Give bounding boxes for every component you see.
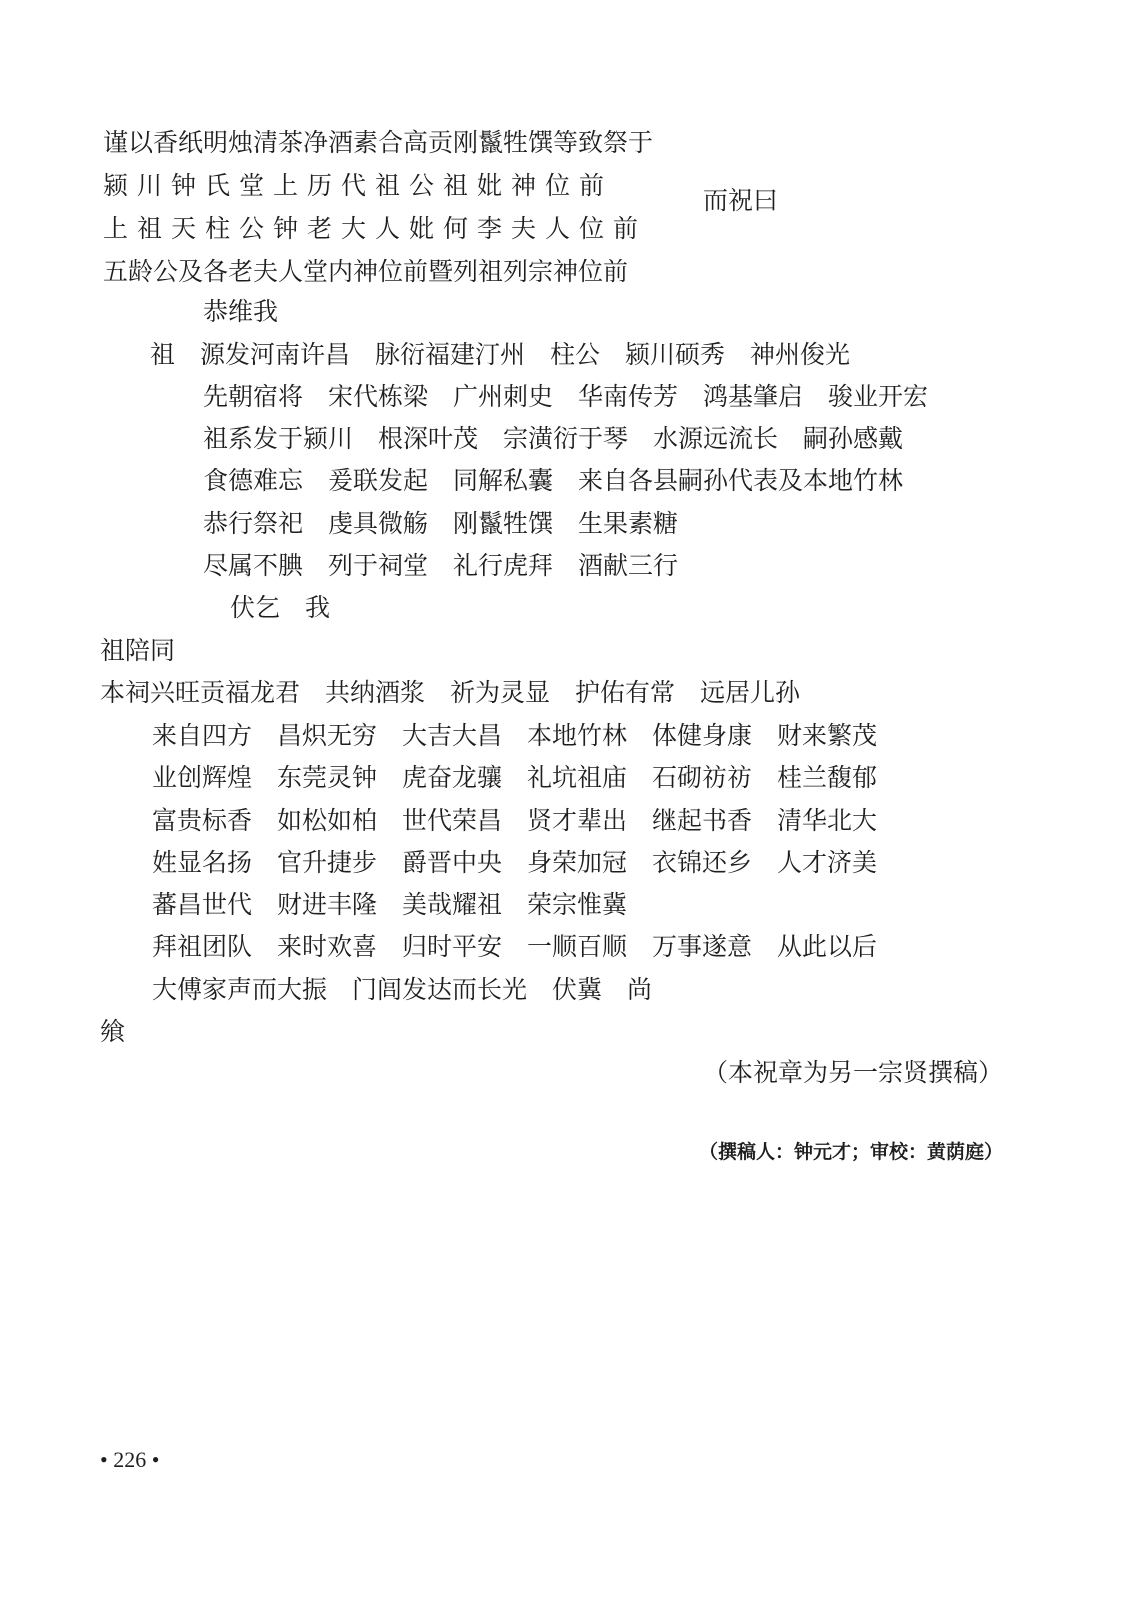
bless-line-7: 拜祖团队 来时欢喜 归时平安 一顺百顺 万事遂意 从此以后 <box>152 932 878 961</box>
zupei-line: 祖陪同 <box>100 636 176 665</box>
bless-line-4: 富贵标香 如松如柏 世代荣昌 贤才辈出 继起书香 清华北大 <box>152 806 878 835</box>
gongwei-line: 恭维我 <box>203 297 279 326</box>
opening-line-1: 谨以香纸明烛清茶净酒素合高贡刚鬣牲馔等致祭于 <box>103 128 654 157</box>
credit-line: （撰稿人：钟元才；审校：黄荫庭） <box>698 1141 1003 1163</box>
bless-line-2: 来自四方 昌炽无穷 大吉大昌 本地竹林 体健身康 财来繁茂 <box>152 721 878 750</box>
zu-line-2: 先朝宿将 宋代栋梁 广州刺史 华南传芳 鸿基肇启 骏业开宏 <box>203 382 929 411</box>
opening-line-3: 上祖天柱公钟老大人妣何李夫人位前 <box>103 214 648 243</box>
zu-line-1: 祖 源发河南许昌 脉衍福建汀州 柱公 颍川硕秀 神州俊光 <box>150 340 851 369</box>
opening-line-4: 五龄公及各老夫人堂内神位前暨列祖列宗神位前 <box>103 257 629 286</box>
zu-line-4: 食德难忘 爰联发起 同解私囊 来自各县嗣孙代表及本地竹林 <box>203 466 904 495</box>
bless-line-9: 飨 <box>100 1017 126 1046</box>
page-number: • 226 • <box>100 1447 160 1472</box>
bless-line-5: 姓显名扬 官升捷步 爵晋中央 身荣加冠 衣锦还乡 人才济美 <box>152 848 878 877</box>
zu-line-5: 恭行祭祀 虔具微觞 刚鬣牲馔 生果素糖 <box>203 509 679 538</box>
bless-line-6: 蕃昌世代 财进丰隆 美哉耀祖 荣宗惟冀 <box>152 890 628 919</box>
opening-line-2: 颍川钟氏堂上历代祖公祖妣神位前 <box>103 171 614 200</box>
bless-line-1: 本祠兴旺贡福龙君 共纳酒浆 祈为灵显 护佑有常 远居儿孙 <box>100 678 801 707</box>
side-text: 而祝曰 <box>703 186 779 215</box>
bless-line-3: 业创辉煌 东莞灵钟 虎奋龙骧 礼坑祖庙 石砌祊祊 桂兰馥郁 <box>152 763 878 792</box>
bless-line-8: 大傅家声而大振 门闾发达而长光 伏冀 尚 <box>152 975 653 1004</box>
zu-line-6: 尽属不腆 列于祠堂 礼行虎拜 酒献三行 <box>203 551 679 580</box>
fuqi-line: 伏乞 我 <box>230 593 331 622</box>
author-note: （本祝章为另一宗贤撰稿） <box>702 1058 1003 1087</box>
zu-line-3: 祖系发于颍川 根深叶茂 宗潢衍于琴 水源远流长 嗣孙感戴 <box>203 424 904 453</box>
